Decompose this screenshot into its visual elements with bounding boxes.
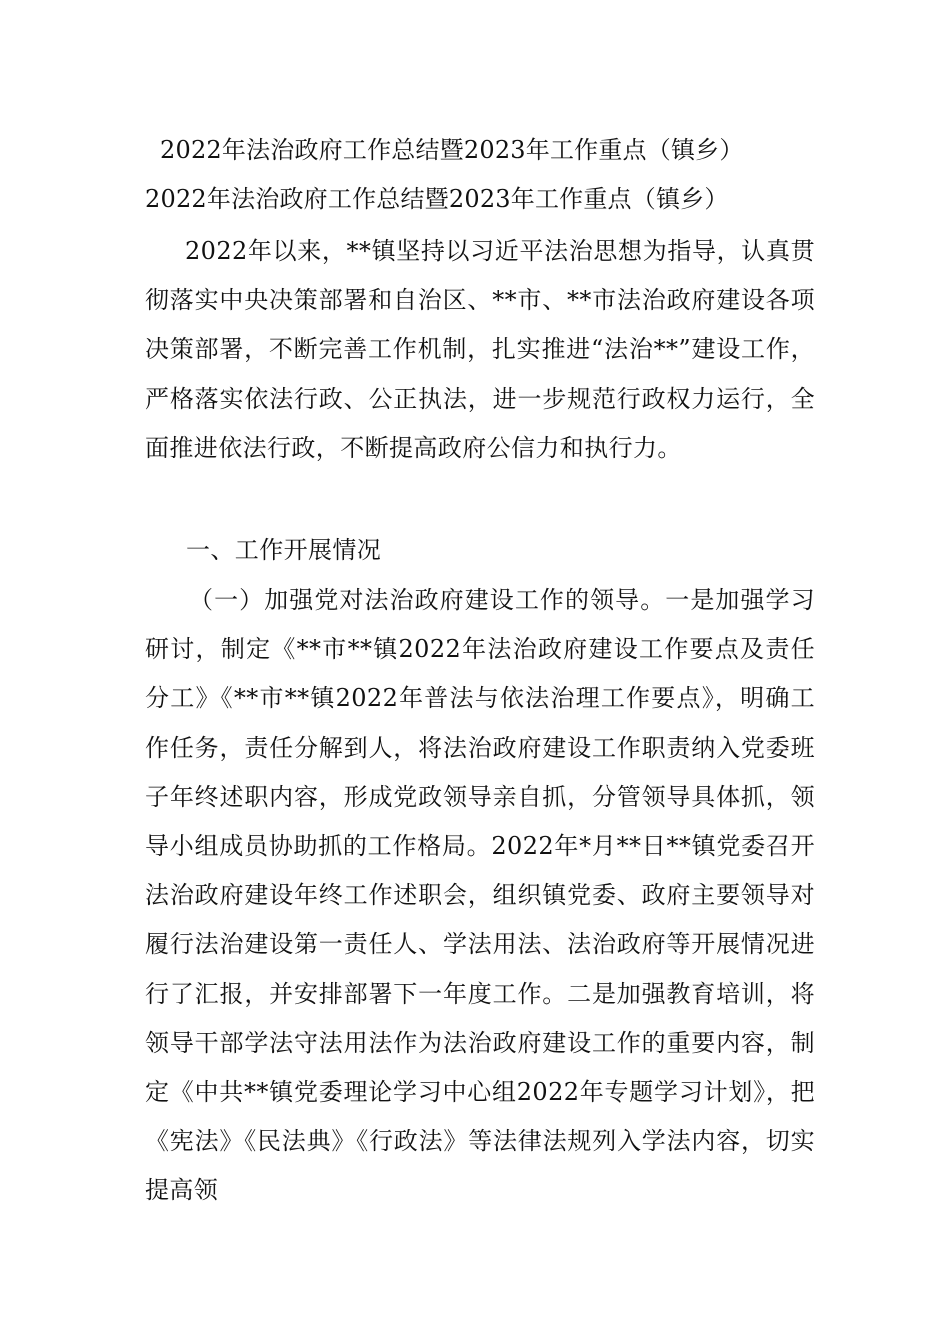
intro-paragraph: 2022年以来，**镇坚持以习近平法治思想为指导，认真贯彻落实中央决策部署和自治区、**市、**市法治政府建设各项决策部署，不断完善工作机制，扎实推进“法治**”建设工作，严格落实依法行政、公正执法，进一步规范行政权力运行，全面推进依法行政，不断提高政府公信力和执行力。 [145, 237, 815, 462]
paragraph-party-leadership: （一）加强党对法治政府建设工作的领导。一是加强学习研讨，制定《**市**镇2022年法治政府建设工作要点及责任分工》《**市**镇2022年普法与依法治理工作要点》，明确工作任务，责任分解到人，将法治政府建设工作职责纳入党委班子年终述职内容，形成党政领导亲自抓，分管领导具体抓，领导小组成员协助抓的工作格局。2022年*月**日**镇党委召开法治政府建设年终工作述职会，组织镇党委、政府主要领导对履行法治建设第一责任人、学法用法、法治政府等开展情况进行了汇报，并安排部署下一年度工作。二是加强教育培训，将领导干部学法守法用法作为法治政府建设工作的重要内容，制定《中共**镇党委理论学习中心组2022年专题学习计划》，把《宪法》《民法典》《行政法》等法律法规列入学法内容，切实提高领 [145, 586, 815, 1205]
document-title-line-2: 2022年法治政府工作总结暨2023年工作重点（镇乡） [145, 185, 729, 213]
document-title-line-1: 2022年法治政府工作总结暨2023年工作重点（镇乡） [160, 136, 744, 164]
section-heading-work-progress: 一、工作开展情况 [186, 536, 382, 564]
